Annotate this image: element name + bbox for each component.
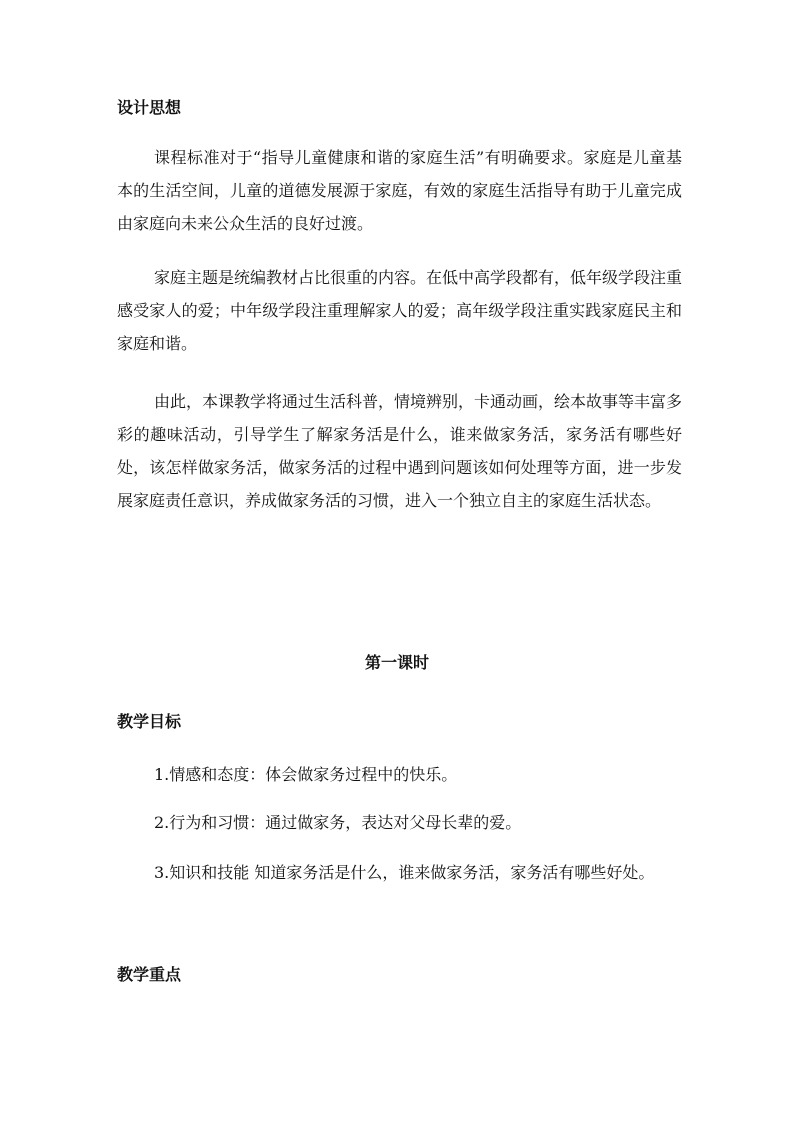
design-paragraph-1: 课程标准对于“指导儿童健康和谐的家庭生活”有明确要求。家庭是儿童基本的生活空间，儿童的道德发展源于家庭，有效的家庭生活指导有助于儿童完成由家庭向未来公众生活的良好过渡。: [117, 148, 682, 233]
goal-item-1: 1.情感和态度：体会做家务过程中的快乐。: [154, 765, 458, 784]
goal-item-3: 3.知识和技能 知道家务活是什么，谁来做家务活，家务活有哪些好处。: [154, 863, 655, 882]
design-paragraph-3: 由此，本课教学将通过生活科普，情境辨别，卡通动画，绘本故事等丰富多彩的趣味活动，引导学生了解家务活是什么，谁来做家务活，家务活有哪些好处，该怎样做家务活，做家务活的过程中遇到问题该如何处理等方面，进一步发展家庭责任意识，养成做家务活的习惯，进入一个独立自主的家庭生活状态。: [117, 392, 683, 510]
lesson-title: 第一课时: [364, 653, 429, 672]
section-heading-key-points: 教学重点: [117, 965, 182, 984]
section-heading-design: 设计思想: [117, 98, 182, 117]
section-heading-goals: 教学目标: [117, 712, 182, 731]
design-paragraph-2: 家庭主题是统编教材占比很重的内容。在低中高学段都有，低年级学段注重感受家人的爱；中年级学段注重理解家人的爱；高年级学段注重实践家庭民主和家庭和谐。: [117, 268, 683, 353]
goal-item-2: 2.行为和习惯：通过做家务，表达对父母长辈的爱。: [154, 813, 522, 832]
